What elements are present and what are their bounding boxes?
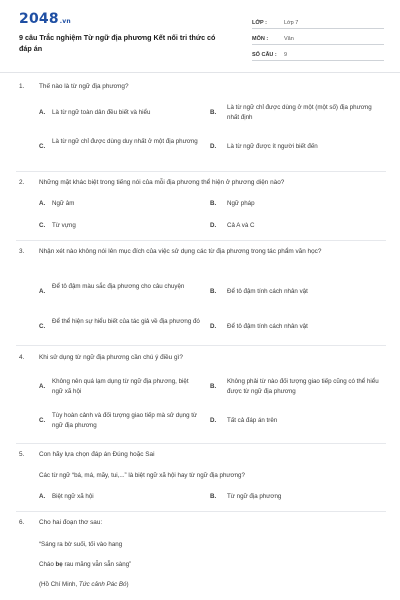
question-5-prompt: Các từ ngữ “bá, má, mãy, tui,...” là biệt ngữ xã hội hay từ ngữ địa phương? [39, 472, 245, 479]
document-info [252, 13, 384, 61]
question-divider [16, 443, 386, 444]
document-header [0, 0, 400, 72]
info-row-count: SỐ CÂU : 9 [252, 45, 384, 61]
question-divider [16, 511, 386, 512]
info-row-class: LỚP : Lớp 7 [252, 13, 384, 29]
info-row-subject: MÔN : Văn [252, 29, 384, 45]
question-divider [16, 345, 386, 346]
question-divider [16, 171, 386, 172]
document-title: 9 câu Trắc nghiệm Từ ngữ địa phương Kết nối tri thức có đáp án [19, 33, 216, 53]
question-divider [16, 240, 386, 241]
poem-line-2: Cháo bẹ rau măng vẫn sẵn sàng” [39, 561, 132, 568]
header-divider [0, 72, 400, 73]
site-logo[interactable]: 2048.vn [19, 11, 71, 27]
poem-source: (Hồ Chí Minh, Tức cảnh Pác Bó) [39, 581, 129, 588]
poem-line-1: “Sáng ra bờ suối, tối vào hang [39, 541, 123, 548]
